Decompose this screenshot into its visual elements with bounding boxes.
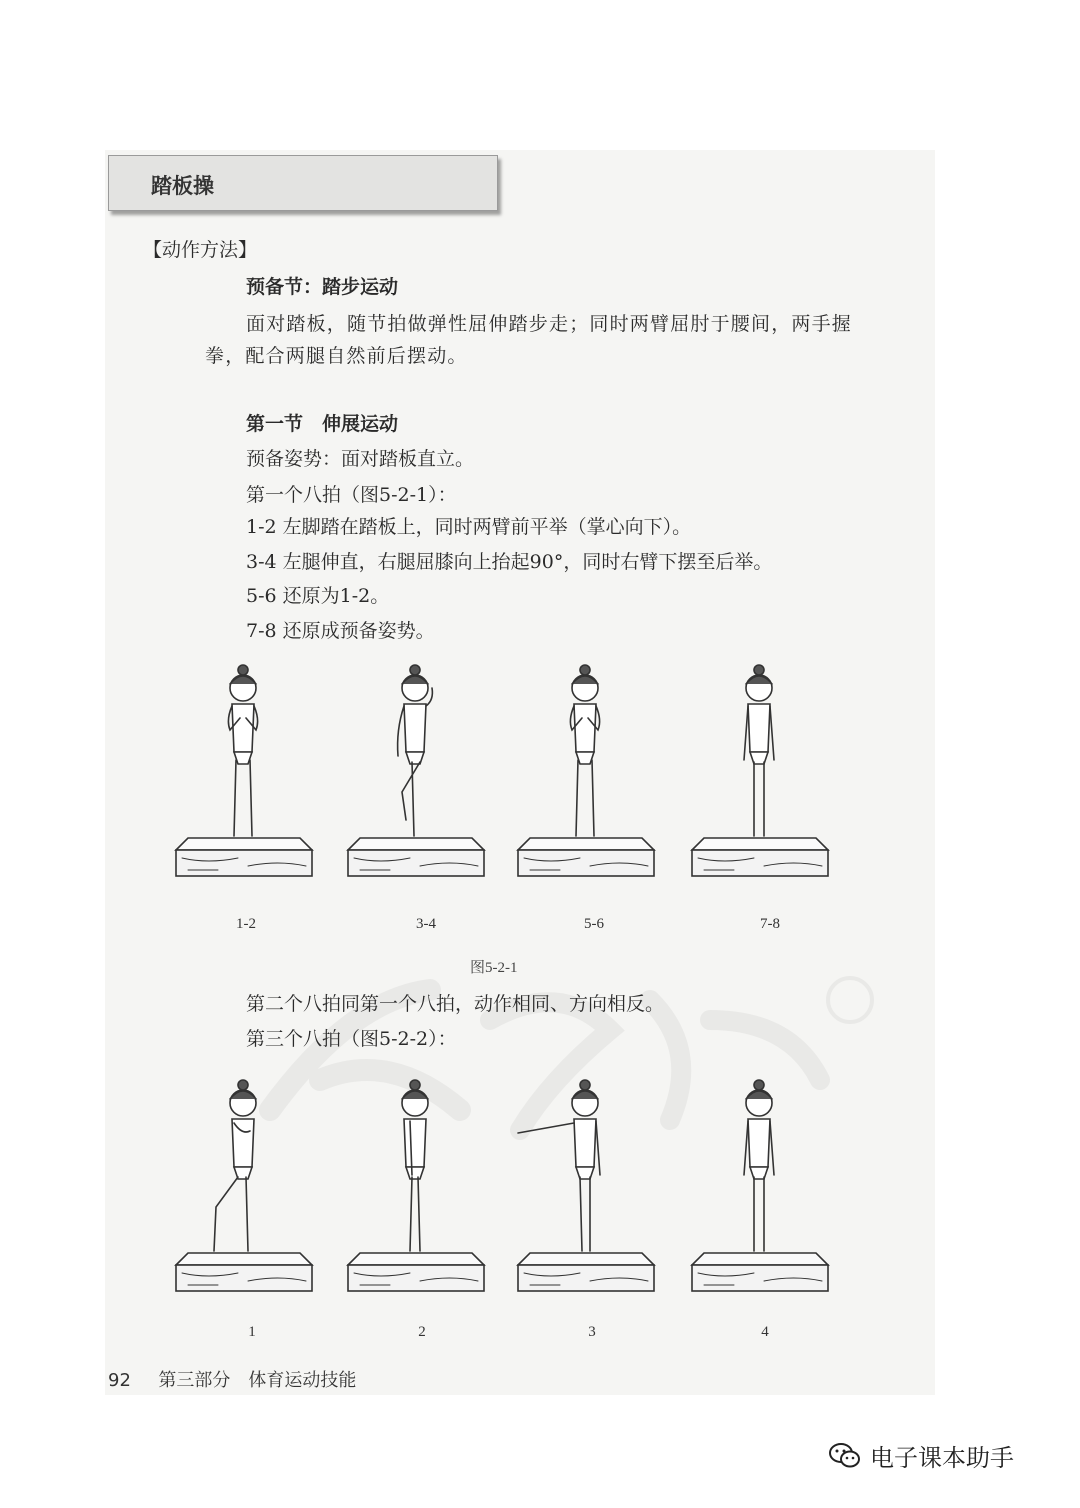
prep-heading: 预备节：踏步运动	[246, 276, 399, 298]
method-heading: 【动作方法】	[143, 239, 258, 261]
fig1-figure-2	[340, 660, 490, 900]
watermark-text: 电子课本助手	[870, 1444, 1014, 1472]
fig2-figure-3	[510, 1075, 660, 1315]
section1-eight-count-1: 第一个八拍（图5-2-1）：	[246, 484, 457, 506]
page-footer	[108, 1366, 356, 1392]
fig2-figure-2	[340, 1075, 490, 1315]
fig2-figure-4	[684, 1075, 834, 1315]
step-7-8: 7-8 还原成预备姿势。	[246, 620, 435, 642]
step-1-2: 1-2 左脚踏在踏板上，同时两臂前平举（掌心向下）。	[246, 516, 692, 538]
fig1-figure-4	[684, 660, 834, 900]
step-3-4: 3-4 左腿伸直，右腿屈膝向上抬起90°，同时右臂下摆至后举。	[246, 551, 773, 573]
wechat-icon	[828, 1442, 862, 1470]
part-title: 第三部分 体育运动技能	[158, 1370, 357, 1391]
fig1-figure-3	[510, 660, 660, 900]
fig1-label-3: 5-6	[584, 916, 604, 932]
prep-text-line-2: 拳，配合两腿自然前后摆动。	[205, 345, 468, 367]
section-title-tab	[108, 155, 498, 211]
step-5-6: 5-6 还原为1-2。	[246, 585, 390, 607]
section-title: 踏板操	[151, 174, 214, 198]
fig2-label-3: 3	[588, 1324, 596, 1340]
eight-count-2-text: 第二个八拍同第一个八拍，动作相同、方向相反。	[246, 993, 665, 1015]
figure-caption: 图5-2-1	[470, 960, 518, 976]
fig2-label-4: 4	[761, 1324, 769, 1340]
wechat-watermark	[828, 1438, 1014, 1473]
fig1-label-4: 7-8	[760, 916, 780, 932]
eight-count-3-text: 第三个八拍（图5-2-2）：	[246, 1028, 457, 1050]
fig2-figure-1	[168, 1075, 318, 1315]
section1-ready-pose: 预备姿势：面对踏板直立。	[246, 448, 475, 470]
fig2-label-1: 1	[248, 1324, 256, 1340]
fig1-label-2: 3-4	[416, 916, 436, 932]
prep-text-line-1: 面对踏板，随节拍做弹性屈伸踏步走；同时两臂屈肘于腰间，两手握	[246, 313, 853, 335]
fig1-label-1: 1-2	[236, 916, 256, 932]
fig1-figure-1	[168, 660, 318, 900]
page-number: 92	[108, 1370, 131, 1391]
fig2-label-2: 2	[418, 1324, 426, 1340]
section1-heading: 第一节 伸展运动	[246, 413, 399, 435]
